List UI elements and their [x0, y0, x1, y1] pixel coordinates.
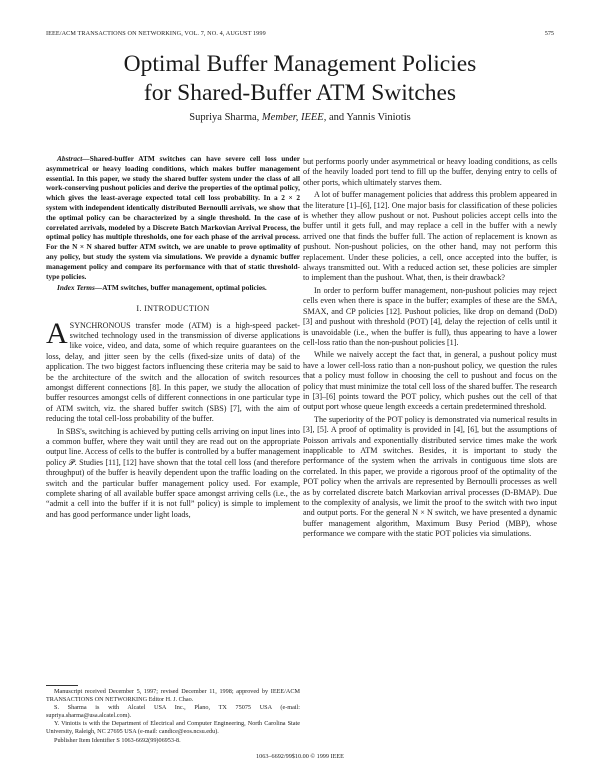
abstract-label: Abstract— — [57, 154, 90, 163]
drop-cap-letter: A — [46, 316, 68, 350]
section-heading-introduction: I. INTRODUCTION — [136, 304, 210, 314]
author-1: Supriya Sharma, — [189, 112, 260, 123]
intro-paragraph-1-text: SYNCHRONOUS transfer mode (ATM) is a high-speed packet-switched technology used in the transmission of diverse applications like voice, video, and data, some of which require guarantees on the loss, delay, and jitter seen by the cells (fixed-size units of data) of the application. The two biggest factors influencing these criteria may be said to be the architecture of the switch and the allocation of switch resources amongst different connections [8]. In this paper, we study the allocation of buffer resources amongst cells of different connections in one particular type of ATM switch, viz. the shared buffer switch (SBS) [7], with the aim of reducing the total cell-loss probability of the buffer. — [46, 320, 300, 424]
page-number: 575 — [544, 30, 554, 37]
intro-paragraph-3: but performs poorly under asymmetrical or heavy loading conditions, as cells of the heavily loaded port tend to fill up the buffer, denying entry to cells of other ports, which ultimately starves them. — [303, 157, 557, 187]
paper-title — [0, 50, 600, 108]
intro-paragraph-6: While we naively accept the fact that, in general, a pushout policy must have a lower cell-loss ratio than a non-pushout policy, we question the rules that a policy must follow in choosing the cell to pushout and focus on the policy that must minimize the total cell loss of the shared buffer. The research in [3]–[6] points toward the POT policy, which pushes out the cell of that output port whose queue length exceeds a certain predetermined threshold. — [303, 350, 557, 412]
footnote-manuscript: Manuscript received December 5, 1997; revised December 11, 1998; approved by IEEE/ACM TRANSACTIONS ON NETWORKING Editor H. J. Chao. — [46, 688, 300, 704]
intro-paragraph-1 — [46, 316, 300, 425]
right-column — [303, 157, 557, 542]
author-2: and Yannis Viniotis — [328, 112, 411, 123]
title-line-2: for Shared-Buffer ATM Switches — [143, 80, 457, 106]
title-line-1: Optimal Buffer Management Policies — [123, 51, 477, 77]
running-header: IEEE/ACM TRANSACTIONS ON NETWORKING, VOL. 7, NO. 4, AUGUST 1999 — [46, 30, 266, 37]
index-terms — [46, 283, 300, 293]
footnotes — [46, 688, 300, 745]
footnote-publisher-id: Publisher Item Identifier S 1063-6692(99)06953-8. — [54, 736, 181, 744]
copyright-footer: 1063–6692/99$10.00 © 1999 IEEE — [256, 753, 344, 760]
intro-paragraph-4: A lot of buffer management policies that address this problem appeared in the literature [1]–[6], [12]. One major basis for classification of these policies is whether they allow pushout or not. Pushout policies accept cells into the buffer until it gets full, and may replace a cell in the buffer with a newly arrived one that finds the buffer full. The action of replacement is known as pushout. Non-pushout policies, on the other hand, may not perform this replacement. Under these policies, a cell, once accepted into the buffer, is always transmitted out. With a reduced action set, these policies are simpler to implement than the pushout. What, then, is their drawback? — [303, 190, 557, 283]
intro-paragraph-7: The superiority of the POT policy is demonstrated via numerical results in [3], [5]. A proof of optimality is provided in [4], [6], but the assumptions of Poisson arrivals and exponentially distributed service times make the work inapplicable to ATM switches. Besides, it is important to study the performance of the system when the arrivals in contiguous time slots are correlated. In this paper, we provide a rigorous proof of the optimality of the POT policy when the arrivals are represented by Bernoulli processes as well as by correlated discrete batch Markovian arrival processes (D-BMAP). Due to the complexity of analysis, we limit the proof to the switch with two input and output ports. For the general N × N switch, we have presented a dynamic buffer management algorithm, Maximum Busy Period (MBP), whose performance we compare with the static POT policies via simulations. — [303, 414, 557, 539]
footnote-divider — [46, 685, 78, 686]
footnote-author-1: S. Sharma is with Alcatel USA Inc., Plano, TX 75075 USA (e-mail: supriya.sharma@usa.alcatel.com). — [46, 704, 300, 720]
author-line — [0, 112, 600, 123]
footnote-author-2: Y. Viniotis is with the Department of Electrical and Computer Engineering, North Carolina State University, Raleigh, NC 27695 USA (e-mail: candice@eos.ncsu.edu). — [46, 720, 300, 736]
left-column — [46, 154, 300, 522]
author-1-membership: Member, IEEE, — [261, 112, 327, 123]
index-terms-label: Index Terms— — [57, 283, 103, 293]
index-terms-text: ATM switches, buffer management, optimal policies. — [102, 283, 267, 293]
intro-paragraph-5: In order to perform buffer management, non-pushout policies may reject cells even when there is space in the buffer; examples of these are the SMA, SMAX, and CP policies [12]. Pushout policies, like drop on demand (DoD) [3] and pushout with threshold (POT) [4], delay the rejection of cells until it is unavoidable (i.e., when the buffer is full), thus appearing to have a lower cell-loss ratio than the non-pushout policies [1]. — [303, 285, 557, 347]
abstract — [46, 154, 300, 281]
abstract-text: Shared-buffer ATM switches can have severe cell loss under asymmetrical or heavy loading conditions, which makes buffer management essential. In this paper, we study the shared buffer system under the class of all work-conserving pushout policies and derive the properties of the optimal policy, which gives the least-average expected total cell loss probability. In a 2 × 2 system with independent identically distributed Bernoulli arrivals, we show that the optimal policy can be characterized by a single threshold. In the case of correlated arrivals, modeled by a Discrete Batch Markovian Arrival Process, the optimal policy has multiple thresholds, one for each phase of the arrival process. For the N × N shared buffer ATM switch, we are unable to prove optimality of any policy, but study the system via simulations. We provide a dynamic buffer management policy and compare its performance with that of static threshold-type policies. — [46, 154, 300, 281]
intro-paragraph-2: In SBS's, switching is achieved by putting cells arriving on input lines into a common buffer, where they wait until they are read out on the appropriate output line. Access of cells to the buffer is controlled by a buffer management policy 𝒫. Studies [11], [12] have shown that the total cell loss (and therefore throughput) of the buffer is heavily dependent upon the traffic loading on the switch and the particular buffer management policy used. For example, complete sharing of all available buffer space amongst arriving cells (i.e., the “admit a cell into the buffer if it is not full” policy) is simple to implement and has good performance under light loads, — [46, 426, 300, 519]
